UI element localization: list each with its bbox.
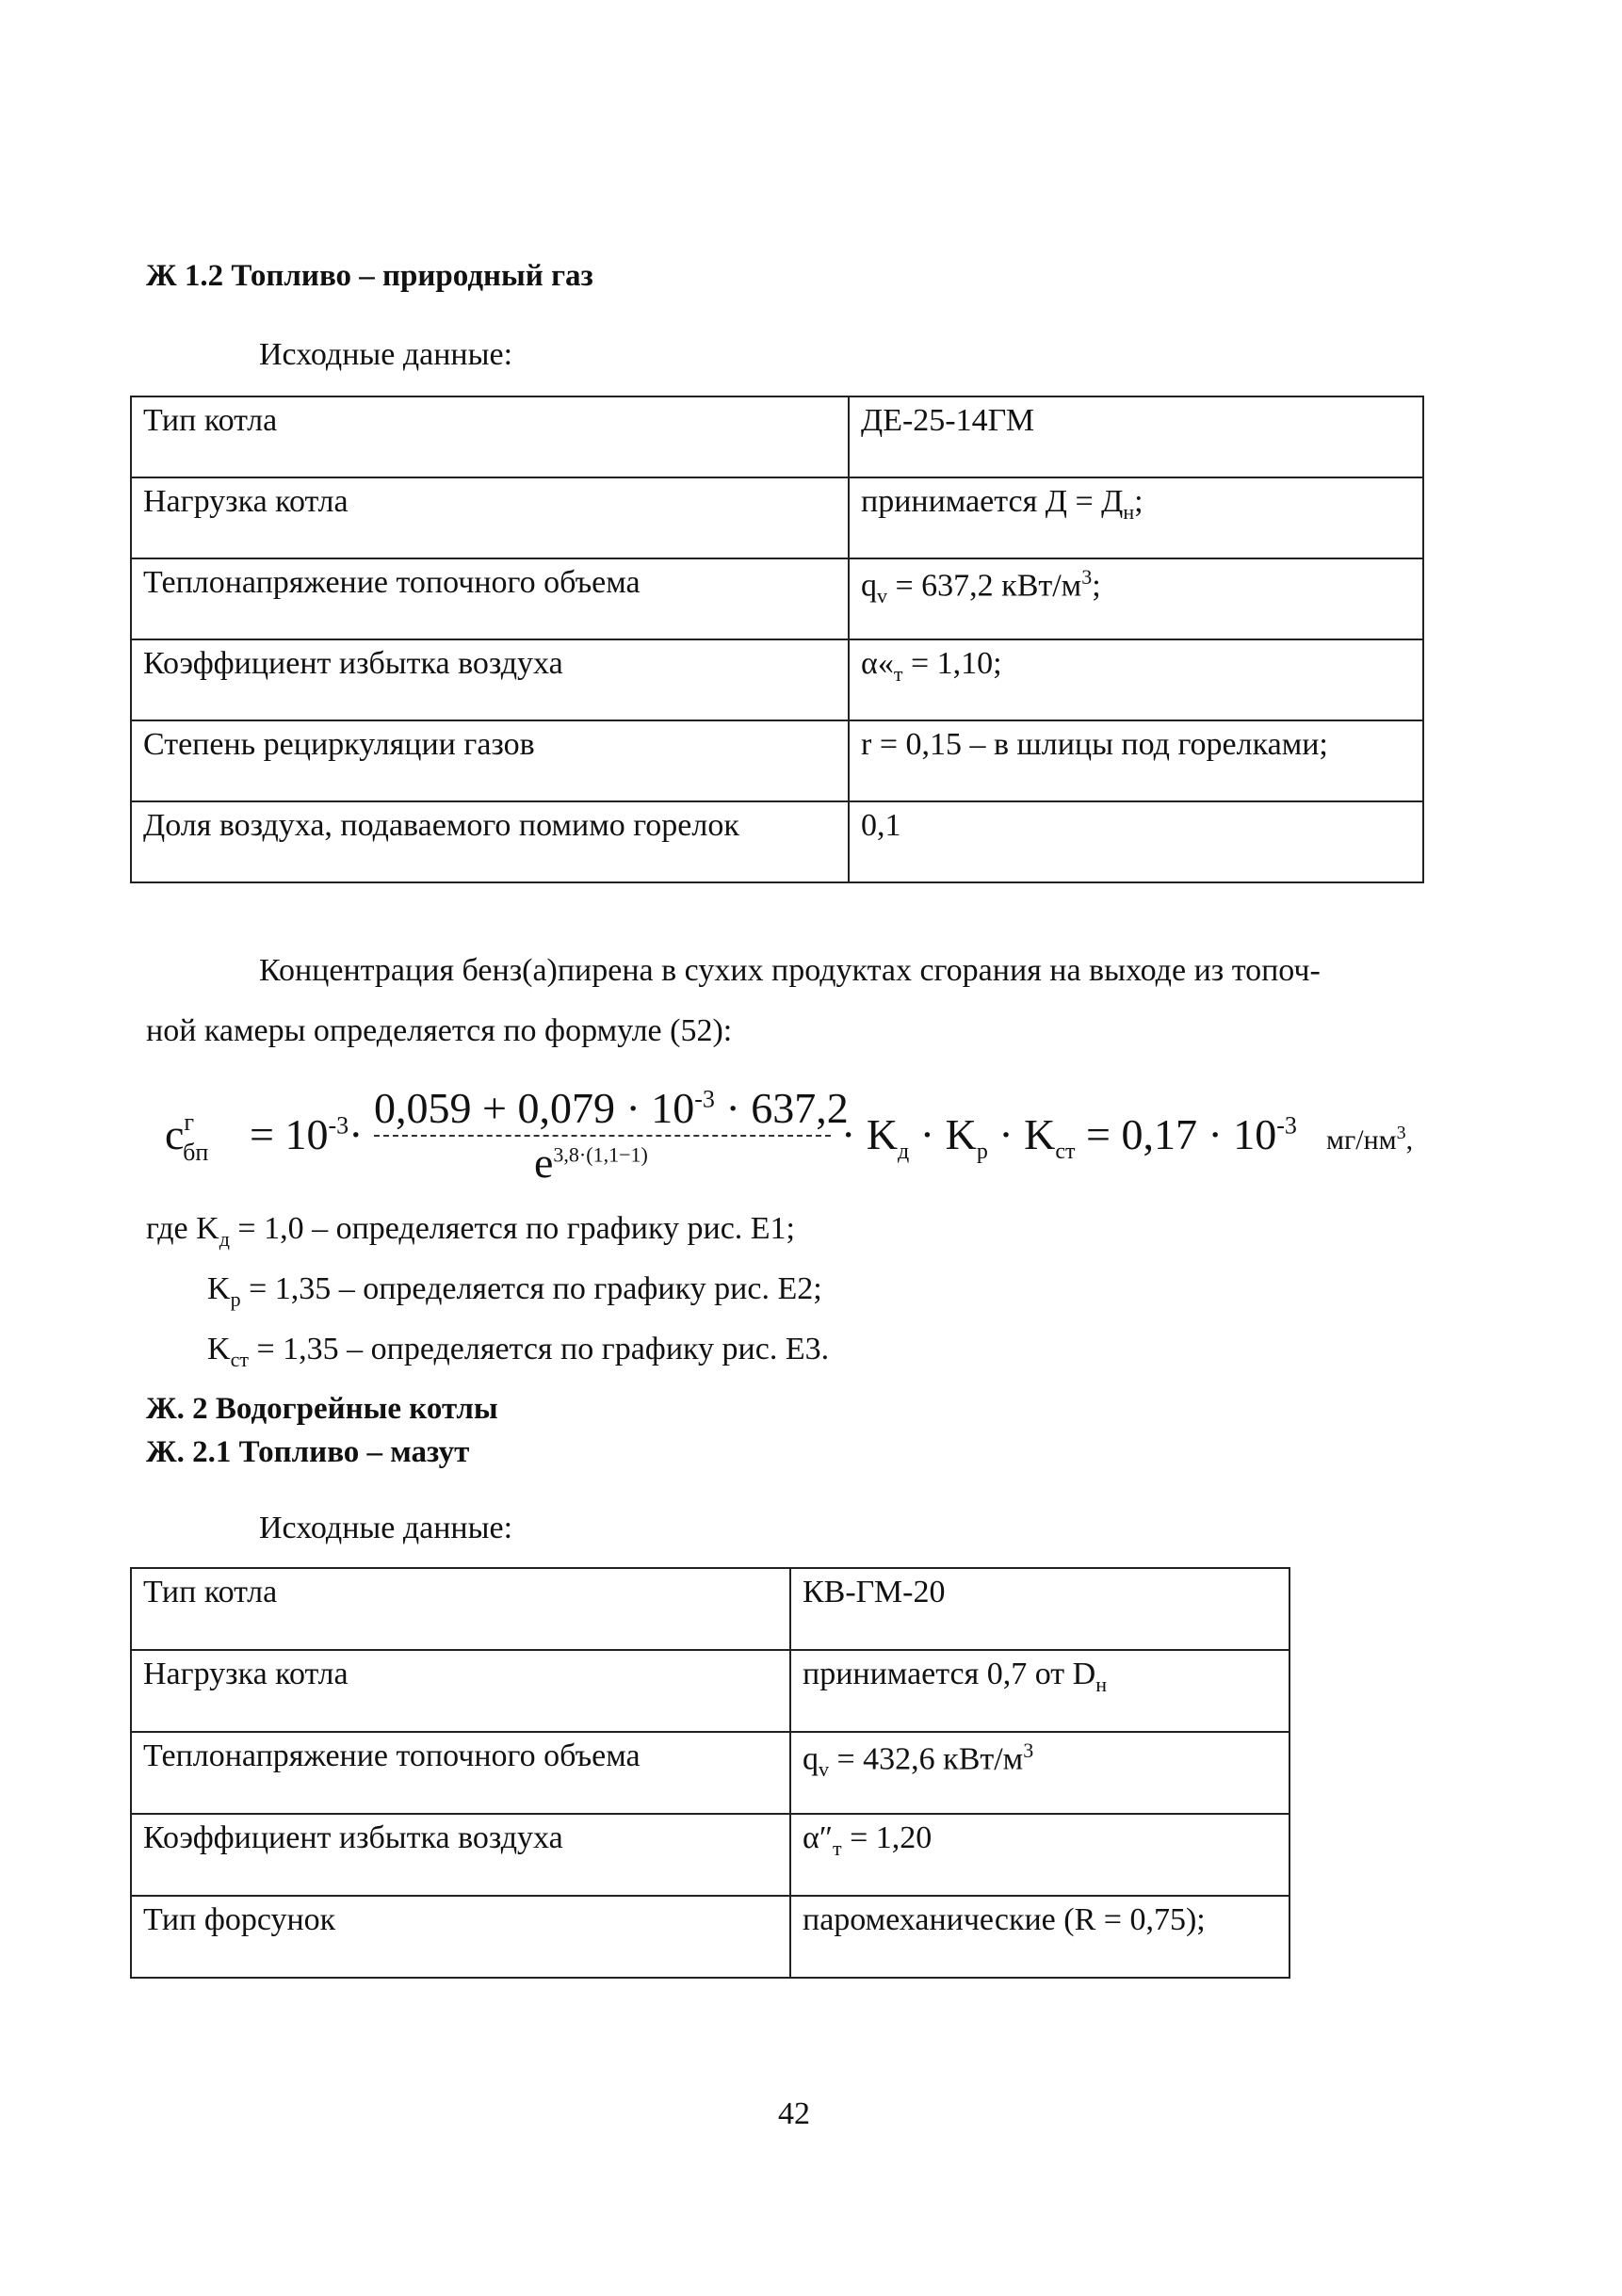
value-cell: r = 0,15 – в шлицы под горелками; bbox=[849, 720, 1423, 801]
table-row bbox=[131, 477, 1423, 558]
section-heading: Ж. 2 Водогрейные котлы bbox=[146, 1392, 498, 1426]
param-cell: Тип котла bbox=[131, 396, 849, 477]
where-line: $K_р = 1,35$ – определяется по графику рис. Е2; bbox=[207, 1271, 822, 1311]
value-cell: $\alpha«_т = 1,10$; bbox=[849, 639, 1423, 720]
value-cell: $q_v = 432,6$ кВт/$м^3$ bbox=[790, 1732, 1289, 1814]
params-table-2 bbox=[130, 1567, 1290, 1979]
value-cell: принимается 0,7 от $D_н$ bbox=[790, 1650, 1289, 1732]
value-cell: принимается $Д = Д_н$; bbox=[849, 477, 1423, 558]
intro-text: Исходные данные: bbox=[259, 337, 513, 372]
table-row bbox=[131, 558, 1423, 639]
value-cell: паромеханические (R = 0,75); bbox=[790, 1896, 1289, 1978]
table-row bbox=[131, 396, 1423, 477]
param-cell: Доля воздуха, подаваемого помимо горелок bbox=[131, 801, 849, 882]
value-cell: 0,1 bbox=[849, 801, 1423, 882]
section-heading: Ж 1.2 Топливо – природный газ bbox=[146, 259, 593, 293]
param-cell: Нагрузка котла bbox=[131, 477, 849, 558]
value-cell: $q_v = 637,2$ кВт/$м^3$; bbox=[849, 558, 1423, 639]
table-row bbox=[131, 1896, 1289, 1978]
table-row bbox=[131, 720, 1423, 801]
intro-text: Исходные данные: bbox=[259, 1511, 513, 1545]
formula-numerator: $0,059 + 0,079 \cdot 10^{-3} \cdot 637,2$ bbox=[374, 1084, 849, 1132]
formula bbox=[165, 1083, 1484, 1187]
param-cell: Теплонапряжение топочного объема bbox=[131, 1732, 790, 1814]
param-cell: Тип форсунок bbox=[131, 1896, 790, 1978]
table-row bbox=[131, 801, 1423, 882]
table-row bbox=[131, 1814, 1289, 1896]
where-line: где $K_д = 1,0$ – определяется по графику рис. Е1; bbox=[146, 1211, 796, 1251]
section-heading: Ж. 2.1 Топливо – мазут bbox=[146, 1435, 470, 1469]
where-line: $K_{ст} = 1,35$ – определяется по графику рис. Е3. bbox=[207, 1332, 830, 1371]
params-table-1 bbox=[130, 396, 1424, 883]
formula-lhs: $c^г_{бп}$ bbox=[165, 1108, 209, 1166]
paragraph-line: Концентрация бенз(а)пирена в сухих продуктах сгорания на выходе из топоч- bbox=[259, 953, 1321, 988]
formula-units: $мг/нм^3$, bbox=[1326, 1123, 1414, 1156]
formula-factor: = $10^{-3}\cdot$ bbox=[250, 1110, 364, 1158]
param-cell: Коэффициент избытка воздуха bbox=[131, 639, 849, 720]
value-cell: ДЕ-25-14ГМ bbox=[849, 396, 1423, 477]
value-cell: КВ-ГМ-20 bbox=[790, 1568, 1289, 1650]
table-row bbox=[131, 1650, 1289, 1732]
page-number: 42 bbox=[778, 2096, 810, 2131]
value-cell: $\alpha''_т = 1,20$ bbox=[790, 1814, 1289, 1896]
param-cell: Тип котла bbox=[131, 1568, 790, 1650]
paragraph-line: ной камеры определяется по формуле (52): bbox=[146, 1013, 733, 1048]
param-cell: Коэффициент избытка воздуха bbox=[131, 1814, 790, 1896]
formula-denominator: $e^{3,8\cdot(1,1-1)}$ bbox=[534, 1139, 648, 1187]
param-cell: Степень рециркуляции газов bbox=[131, 720, 849, 801]
table-row bbox=[131, 1568, 1289, 1650]
table-row bbox=[131, 1732, 1289, 1814]
param-cell: Теплонапряжение топочного объема bbox=[131, 558, 849, 639]
param-cell: Нагрузка котла bbox=[131, 1650, 790, 1732]
fraction-bar bbox=[374, 1135, 831, 1137]
formula-coefficients: · $K_д \cdot K_р \cdot K_{ст} = 0,17 \cdot 10^{-3}$ bbox=[841, 1110, 1297, 1165]
table-row bbox=[131, 639, 1423, 720]
